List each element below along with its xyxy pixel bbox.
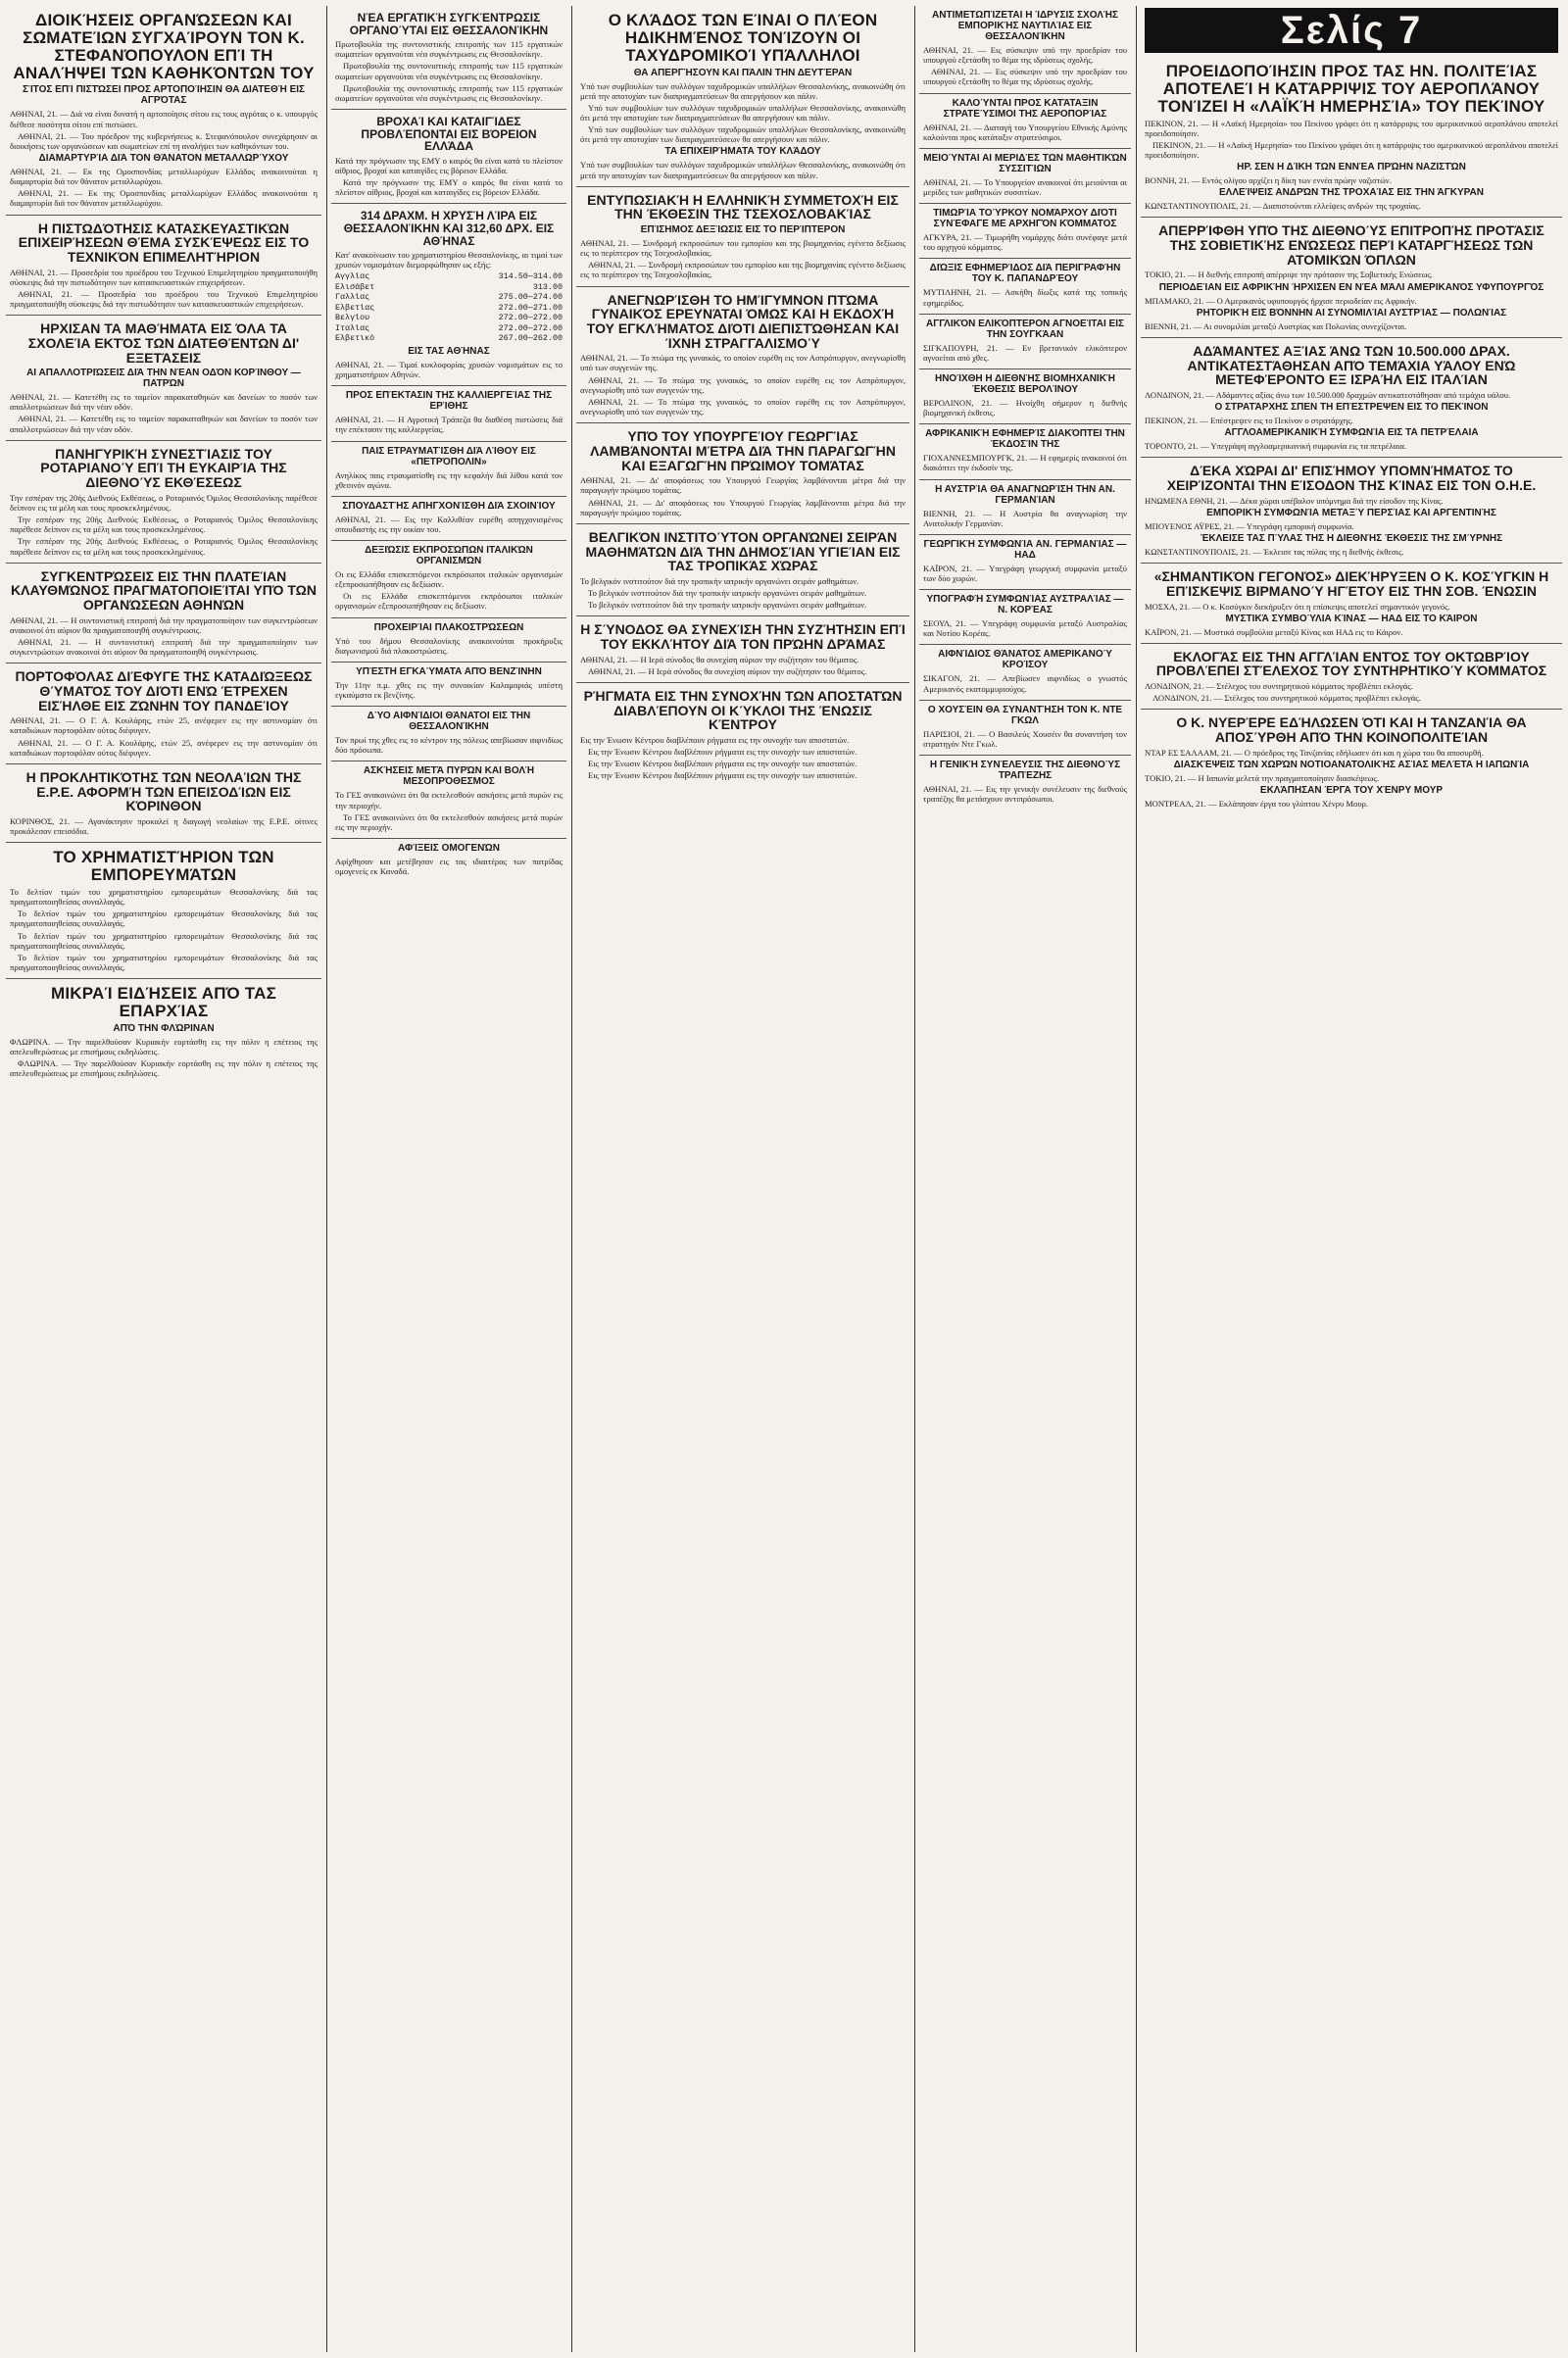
- headline: ΠΟΡΤΟΦΌΛΑΣ ΔΙΈΦΥΓΕ ΤΗΣ ΚΑΤΑΔΙΏΞΕΩΣ ΘΎΜΑΤΌΣ ΤΟΥ ΔΙΌΤΙ ΕΝΏ ΈΤΡΕΧΕΝ ΕΙΣΉΛΘΕ ΕΙΣ ΖΏΝΗΝ ΤΟΥ ΠΑΝΔΕΊΟΥ: [15, 668, 313, 713]
- subheadline: ΕΚΛΆΠΗΣΑΝ ΈΡΓΑ ΤΟΥ ΧΈΝΡΥ ΜΟΥΡ: [1259, 785, 1444, 797]
- article-body: Υπό των συμβουλίων των συλλόγων ταχυδρομικών υπαλλήλων Θεσσαλονίκης, ανακοινώθη ότι μετά την αποτυχίαν των διαπραγματεύσεων θα απεργήσουν και πάλιν.: [580, 160, 906, 180]
- subheadline: ΠΕΡΙΟΔΕΊΑΝ ΕΙΣ ΑΦΡΙΚΉΝ ΉΡΧΙΣΕΝ ΕΝ ΝΈΑ ΜΆΛΙ ΑΜΕΡΙΚΑΝΌΣ ΥΦΥΠΟΥΡΓΌΣ: [1158, 281, 1544, 293]
- article: [919, 204, 1131, 259]
- subheadline: ΔΙΑΣΚΈΨΕΙΣ ΤΩΝ ΧΩΡΏΝ ΝΟΤΙΟΑΝΑΤΟΛΙΚΉΣ ΑΣΊΑΣ ΜΕΛΈΤΑ Η ΙΑΠΩΝΊΑ: [1173, 759, 1530, 770]
- headline: Η ΠΙΣΤΩΔΌΤΗΣΙΣ ΚΑΤΑΣΚΕΥΑΣΤΙΚΏΝ ΕΠΙΧΕΙΡΉΣΕΩΝ ΘΈΜΑ ΣΥΣΚΈΨΕΩΣ ΕΙΣ ΤΟ ΤΕΧΝΙΚΌΝ ΕΠΙΜΕΛΗΤΉΡΙΟΝ: [18, 220, 310, 265]
- subheadline: Η ΑΥΣΤΡΊΑ ΘΑ ΑΝΑΓΝΩΡΊΣΗ ΤΗΝ ΑΝ. ΓΕΡΜΑΝΊΑΝ: [935, 483, 1115, 506]
- subheadline: Ο ΧΟΥΣΈΙΝ ΘΑ ΣΥΝΑΝΤΉΣΗ ΤΟΝ Κ. ΝΤΕ ΓΚΩΛ: [927, 704, 1123, 726]
- article-body: ΑΘΗΝΑΙ, 21. — Εις την Καλλιθέαν ευρέθη απηγχονισμένος σπουδαστής εις την οικίαν του.: [335, 514, 563, 534]
- article: [919, 756, 1131, 810]
- article: [1141, 564, 1562, 644]
- article-body: ΚΩΝΣΤΑΝΤΙΝΟΥΠΟΛΙΣ, 21. — Έκλεισε τας πύλας της η διεθνής έκθεσις.: [1145, 547, 1404, 557]
- article: [919, 535, 1131, 590]
- article: [331, 839, 566, 882]
- gold-price-row: [335, 292, 563, 303]
- headline: ΝΈΑ ΕΡΓΑΤΙΚΉ ΣΥΓΚΈΝΤΡΩΣΙΣ ΟΡΓΑΝΟΎΤΑΙ ΕΙΣ ΘΕΣΣΑΛΟΝΊΚΗΝ: [349, 11, 549, 37]
- article-body: ΑΘΗΝΑΙ, 21. — Το πτώμα της γυναικός, το οποίον ευρέθη εις τον Ασπρόπυργον, ανεγνωρίσθη υπό των συγγενών της.: [580, 374, 906, 395]
- article-body: ΑΘΗΝΑΙ, 21. — Εις την γενικήν συνέλευσιν της διεθνούς τραπέζης θα μετάσχουν αντιπρόσωποι.: [923, 783, 1127, 805]
- article: [919, 259, 1131, 314]
- page-number-banner: Σελίς 7: [1145, 8, 1558, 53]
- article: [919, 701, 1131, 756]
- headline: ΕΝΤΥΠΩΣΙΑΚΉ Η ΕΛΛΗΝΙΚΉ ΣΥΜΜΕΤΟΧΉ ΕΙΣ ΤΗΝ ΈΚΘΕΣΙΝ ΤΗΣ ΤΣΕΧΟΣΛΟΒΑΚΊΑΣ: [587, 191, 899, 222]
- article-body: ΑΘΗΝΑΙ, 21. — Το πτώμα της γυναικός, το οποίον ευρέθη εις τον Ασπρόπυργον, ανεγνωρίσθη υπό των συγγενών της.: [580, 353, 906, 373]
- article-body: ΒΙΕΝΝΗ, 21. — Αι συνομιλίαι μεταξύ Αυστρίας και Πολωνίας συνεχίζονται.: [1145, 320, 1407, 331]
- gold-price-value: 272.00—271.00: [498, 302, 563, 313]
- article-body: ΑΘΗΝΑΙ, 21. — Δι' αποφάσεως του Υπουργού Γεωργίας λαμβάνονται μέτρα διά την παραγωγήν πρώιμου τομάτας.: [580, 475, 906, 496]
- article: [6, 843, 321, 979]
- article-body: ΑΘΗΝΑΙ, 21. — Εκ της Ομοσπονδίας μεταλλωρύχων Ελλάδος ανακοινούται η διαμαρτυρία διά τον θάνατον μεταλλωρύχου.: [10, 188, 318, 209]
- article: [919, 315, 1131, 369]
- article: [919, 590, 1131, 645]
- headline: ΔΙΟΙΚΉΣΕΙΣ ΟΡΓΑΝΏΣΕΩΝ ΚΑΙ ΣΩΜΑΤΕΊΩΝ ΣΥΓΧΑΊΡΟΥΝ ΤΟΝ Κ. ΣΤΕΦΑΝΌΠΟΥΛΟΝ ΕΠΊ ΤΗ ΑΝΑΛΉΨΕΙ ΤΩΝ ΚΑΘΗΚΌΝΤΩΝ ΤΟΥ: [13, 11, 315, 82]
- article: [331, 707, 566, 761]
- article-body: ΜΟΝΤΡΕΑΛ, 21. — Εκλάπησαν έργα του γλύπτου Χένρυ Μουρ.: [1145, 799, 1369, 810]
- article-body: Πρωτοβουλία της συντονιστικής επιτροπής των 115 εργατικών σωματείων οργανούται νέα συγκέντρωσις εις Θεσσαλονίκην.: [335, 39, 563, 60]
- article: [331, 761, 566, 839]
- article: [576, 524, 909, 616]
- article-body: ΦΛΩΡΙΝΑ. — Την παρελθούσαν Κυριακήν εορτάσθη εις την πόλιν η επέτειος της απελευθερώσεως με επισήμους εκδηλώσεις.: [10, 1036, 318, 1056]
- article-body: ΒΕΡΟΛΙΝΟΝ, 21. — Ηνοίχθη σήμερον η διεθνής βιομηχανική έκθεσις.: [923, 397, 1127, 418]
- gold-price-label: Βελγίου: [335, 313, 370, 323]
- article-body: Πρωτοβουλία της συντονιστικής επιτροπής των 115 εργατικών σωματείων οργανούται νέα συγκέντρωσις εις Θεσσαλονίκην.: [335, 61, 563, 81]
- article: [1141, 710, 1562, 814]
- headline: ΗΡΧΙΣΑΝ ΤΑ ΜΑΘΉΜΑΤΑ ΕΙΣ ΌΛΑ ΤΑ ΣΧΟΛΕΊΑ ΕΚΤΌΣ ΤΩΝ ΔΙΑΤΕΘΈΝΤΩΝ ΔΙ' ΕΞΕΤΆΣΕΙΣ: [27, 320, 300, 366]
- subheadline: ΑΓΓΛΙΚΌΝ ΕΛΙΚΌΠΤΕΡΟΝ ΑΓΝΟΕΊΤΑΙ ΕΙΣ ΤΗΝ ΣΟΥΓΚΆΑΝ: [926, 318, 1124, 340]
- gold-price-value: 314.50—314.00: [498, 271, 563, 282]
- article-body: Την 11ην π.μ. χθες εις την συνοικίαν Καλαμαριάς υπέστη εγκαύματα εκ βενζίνης.: [335, 679, 563, 701]
- article-body: Εις την Ένωσιν Κέντρου διαβλέπουν ρήγματα εις την συνοχήν των αποστατών.: [588, 747, 858, 758]
- subheadline: ΑΦΊΞΕΙΣ ΟΜΟΓΕΝΏΝ: [398, 843, 500, 855]
- subheadline: ΑΝΤΙΜΕΤΩΠΊΖΕΤΑΙ Η ΊΔΡΥΣΙΣ ΣΧΟΛΉΣ ΕΜΠΟΡΙΚΉΣ ΝΑΥΤΙΛΊΑΣ ΕΙΣ ΘΕΣΣΑΛΟΝΊΚΗΝ: [932, 10, 1118, 42]
- article-body: ΑΘΗΝΑΙ, 21. — Εις σύσκεψιν υπό την προεδρίαν του υπουργού εξετάσθη το θέμα της ιδρύσεως σχολής.: [923, 45, 1127, 66]
- subheadline: ΠΑΙΣ ΕΤΡΑΥΜΑΤΊΣΘΗ ΔΙΆ ΛΊΘΟΥ ΕΙΣ «ΠΕΤΡΌΠΟΛΙΝ»: [362, 445, 536, 467]
- article: [331, 442, 566, 497]
- article-body: ΤΟΡΟΝΤΟ, 21. — Υπεγράφη αγγλοαμερικανική συμφωνία εις τα πετρέλαια.: [1145, 441, 1407, 452]
- subheadline: ΘΑ ΑΠΕΡΓΉΣΟΥΝ ΚΑΙ ΠΆΛΙΝ ΤΗΝ ΔΕΥΤΈΡΑΝ: [633, 67, 853, 78]
- subheadline: ΈΚΛΕΙΣΕ ΤΑΣ ΠΎΛΑΣ ΤΗΣ Η ΔΙΕΘΝΉΣ ΈΚΘΕΣΙΣ ΤΗΣ ΣΜΎΡΝΗΣ: [1200, 533, 1503, 544]
- article-body: Την εσπέραν της 20ής Διεθνούς Εκθέσεως, ο Ροταριανός Όμιλος Θεσσαλονίκης παρέθεσε δείπνον εις τα μέλη και τους προσκεκλημένους.: [10, 492, 318, 513]
- article: [6, 564, 321, 664]
- article-body: Το βελγικόν ινστιτούτον διά την τροπικήν ιατρικήν οργανώνει σειράν μαθημάτων.: [588, 600, 867, 611]
- article-body: ΜΥΤΙΛΗΝΗ, 21. — Ασκήθη δίωξις κατά της τοπικής εφημερίδος.: [923, 287, 1127, 308]
- article-body: Εις την Ένωσιν Κέντρου διαβλέπουν ρήγματα εις την συνοχήν των αποστατών.: [588, 770, 858, 781]
- headline: ΥΠΌ ΤΟΥ ΥΠΟΥΡΓΕΊΟΥ ΓΕΩΡΓΊΑΣ ΛΑΜΒΆΝΟΝΤΑΙ ΜΈΤΡΑ ΔΙΆ ΤΗΝ ΠΑΡΑΓΩΓΉΝ ΚΑΙ ΕΞΑΓΩΓΉΝ ΠΡΏΙΜΟΥ ΤΟΜΆΤΑΣ: [590, 428, 896, 473]
- article-body: ΑΘΗΝΑΙ, 21. — Κατετέθη εις το ταμείον παρακαταθηκών και δανείων το ποσόν των απαλλοτριώσεων διά την νέαν οδόν.: [10, 392, 318, 413]
- article: [1141, 218, 1562, 337]
- article-body: ΑΘΗΝΑΙ, 21. — Του πρόεδρον της κυβερνήσεως κ. Στεφανόπουλον συνεχάρησαν αι διοικήσεις των οργανώσεων και σωματείων επί τη αναλήψει των καθηκόντων του.: [10, 130, 318, 151]
- article: [576, 423, 909, 524]
- article: [1141, 644, 1562, 711]
- article-body: ΜΟΣΧΑ, 21. — Ο κ. Κοσύγκιν διεκήρυξεν ότι η επίσκεψις αποτελεί σημαντικόν γεγονός.: [1145, 601, 1450, 612]
- article-body: ΑΘΗΝΑΙ, 21. — Η Ιερά σύνοδος θα συνεχίση αύριον την συζήτησιν του θέματος.: [580, 654, 859, 664]
- newspaper-page: [6, 6, 1562, 2352]
- headline: ΕΚΛΟΓΆΣ ΕΙΣ ΤΗΝ ΑΓΓΛΊΑΝ ΕΝΤΌΣ ΤΟΥ ΟΚΤΩΒΡΊΟΥ ΠΡΟΒΛΈΠΕΙ ΣΤΈΛΕΧΟΣ ΤΟΥ ΣΥΝΤΗΡΗΤΙΚΟΎ ΚΌΜΜΑΤΟΣ: [1155, 648, 1547, 679]
- headline: ΑΝΕΓΝΩΡΊΣΘΗ ΤΟ ΗΜΊΓΥΜΝΟΝ ΠΤΏΜΑ ΓΥΝΑΙΚΌΣ ΕΡΕΥΝΆΤΑΙ ΌΜΩΣ ΚΑΙ Η ΕΚΔΟΧΉ ΤΟΥ ΕΓΚΛΉΜΑΤΟΣ ΔΙΌΤΙ ΔΙΕΠΙΣΤΏΘΗΣΑΝ ΚΑΙ ΊΧΝΗ ΣΤΡΑΓΓΑΛΙΣΜΟΎ: [586, 291, 900, 351]
- article-body: ΜΠΑΜΑΚΟ, 21. — Ο Αμερικανός υφυπουργός ήρχισε περιοδείαν εις Αφρικήν.: [1145, 295, 1417, 306]
- subheadline: ΑΣΚΉΣΕΙΣ ΜΕΤΆ ΠΥΡΏΝ ΚΑΙ ΒΟΛΉ ΜΕΣΟΠΡΌΘΕΣΜΟΣ: [363, 765, 535, 788]
- headline: Ο Κ. ΝΥΕΡΈΡΕ ΕΔΉΛΩΣΕΝ ΌΤΙ ΚΑΙ Η ΤΑΝΖΑΝΊΑ ΘΑ ΑΠΟΣΎΡΘΗ ΑΠΌ ΤΗΝ ΚΟΙΝΟΠΟΛΙΤΕΊΑΝ: [1176, 714, 1527, 746]
- article: [331, 663, 566, 707]
- gold-price-label: Αγγλίας: [335, 271, 370, 282]
- article: [331, 541, 566, 618]
- article-body: Κατά την πρόγνωσιν της ΕΜΥ ο καιρός θα είναι κατά το πλείστον αίθριος, βροχαί και καταιγίδες εις βόρειον Ελλάδα.: [335, 155, 563, 175]
- headline: ΜΙΚΡΑΊ ΕΙΔΉΣΕΙΣ ΑΠΌ ΤΑΣ ΕΠΑΡΧΊΑΣ: [50, 984, 277, 1020]
- article: [6, 316, 321, 441]
- subheadline: ΕΜΠΟΡΙΚΉ ΣΥΜΦΩΝΊΑ ΜΕΤΑΞΎ ΠΕΡΣΊΑΣ ΚΑΙ ΑΡΓΕΝΤΙΝΉΣ: [1206, 507, 1496, 518]
- article: [919, 424, 1131, 479]
- subheadline: ΣΊΤΟΣ ΕΠΊ ΠΙΣΤΏΣΕΙ ΠΡΟΣ ΑΡΤΟΠΟΊΗΣΙΝ ΘΑ ΔΙΑΤΕΘΉ ΕΙΣ ΑΓΡΌΤΑΣ: [22, 84, 306, 107]
- article: [919, 369, 1131, 424]
- headline: ΑΔΆΜΑΝΤΕΣ ΑΞΊΑΣ ΆΝΩ ΤΩΝ 10.500.000 ΔΡΑΧ. ΑΝΤΙΚΑΤΕΣΤΆΘΗΣΑΝ ΑΠΌ ΤΕΜΆΧΙΑ ΥΆΛΟΥ ΕΝΏ ΜΕΤΕΦΈΡΟΝΤΟ ΕΞ ΙΣΡΑΉΛ ΕΙΣ ΙΤΑΛΊΑΝ: [1187, 342, 1516, 388]
- article-body: ΣΕΟΥΛ, 21. — Υπεγράφη συμφωνία μεταξύ Αυστραλίας και Νοτίου Κορέας.: [923, 618, 1127, 639]
- gold-price-value: 313.00: [532, 281, 563, 292]
- article-body: Εις την Ένωσιν Κέντρου διαβλέπουν ρήγματα εις την συνοχήν των αποστατών.: [588, 759, 858, 769]
- article: [1141, 458, 1562, 564]
- subheadline: Η ΓΕΝΙΚΉ ΣΥΝΈΛΕΥΣΙΣ ΤΗΣ ΔΙΕΘΝΟΎΣ ΤΡΑΠΈΖΗΣ: [929, 759, 1121, 781]
- subheadline: ΑΠΌ ΤΗΝ ΦΛΏΡΙΝΑΝ: [113, 1022, 215, 1034]
- column-1: [6, 6, 321, 2352]
- article: [919, 149, 1131, 204]
- headline: ΣΥΓΚΕΝΤΡΏΣΕΙΣ ΕΙΣ ΤΗΝ ΠΛΑΤΕΊΑΝ ΚΛΑΥΘΜΏΝΟΣ ΠΡΑΓΜΑΤΟΠΟΙΕΊΤΑΙ ΥΠΌ ΤΩΝ ΟΡΓΑΝΏΣΕΩΝ ΑΘΗΝΏΝ: [11, 567, 317, 614]
- subheadline: ΔΎΟ ΑΙΦΝΊΔΙΟΙ ΘΆΝΑΤΟΙ ΕΙΣ ΤΗΝ ΘΕΣΣΑΛΟΝΊΚΗΝ: [367, 711, 531, 733]
- headline: ΒΡΟΧΑΊ ΚΑΙ ΚΑΤΑΙΓΊΔΕΣ ΠΡΟΒΛΈΠΟΝΤΑΙ ΕΙΣ ΒΌΡΕΙΟΝ ΕΛΛΆΔΑ: [361, 115, 537, 154]
- gold-price-label: Ιταλίας: [335, 322, 370, 333]
- article-body: ΑΘΗΝΑΙ, 21. — Η συντονιστική επιτροπή διά την πραγματοποίησιν των συγκεντρώσεων ανακοινοί ότι αύριον θα πραγματοποιηθή συγκέντρωσις.: [10, 614, 318, 635]
- gold-price-value: 275.00—274.00: [498, 292, 563, 303]
- article-body: ΑΘΗΝΑΙ, 21. — Συνδρομή εκπροσώπων του εμπορίου και της βιομηχανίας εγένετο δεξίωσις εις το περίπτερον της Τσεχοσλοβακίας.: [580, 260, 906, 280]
- column-rule: [1136, 6, 1137, 2352]
- article-body: ΤΟΚΙΟ, 21. — Η Ιαπωνία μελετά την πραγματοποίησιν διασκέψεως.: [1145, 772, 1379, 783]
- headline: Η ΠΡΟΚΛΗΤΙΚΌΤΗΣ ΤΩΝ ΝΕΟΛΑΊΩΝ ΤΗΣ Ε.Ρ.Ε. ΑΦΟΡΜΉ ΤΩΝ ΕΠΕΙΣΟΔΊΩΝ ΕΙΣ ΚΌΡΙΝΘΟΝ: [25, 768, 302, 814]
- article: [331, 386, 566, 441]
- gold-price-value: 272.00—272.00: [498, 322, 563, 333]
- article-body: ΛΟΝΔΙΝΟΝ, 21. — Αδάμαντες αξίας άνω των 10.500.000 δραχμών αντικατεστάθησαν από τεμάχια υάλου.: [1145, 389, 1511, 400]
- headline: ΠΑΝΗΓΥΡΙΚΉ ΣΥΝΕΣΤΊΑΣΙΣ ΤΟΥ ΡΟΤΑΡΙΑΝΟΎ ΕΠΊ ΤΗ ΕΥΚΑΙΡΊΑ ΤΗΣ ΔΙΕΘΝΟΎΣ ΕΚΘΈΣΕΩΣ: [40, 445, 287, 491]
- article-body: ΣΙΓΚΑΠΟΥΡΗ, 21. — Εν βρετανικόν ελικόπτερον αγνοείται από χθες.: [923, 342, 1127, 363]
- article: [1141, 57, 1562, 218]
- article-body: Το δελτίον τιμών του χρηματιστηρίου εμπορευμάτων Θεσσαλονίκης διά τας πραγματοποιηθείσας συναλλαγάς.: [10, 952, 318, 972]
- article-body: Εις την Ένωσιν Κέντρου διαβλέπουν ρήγματα εις την συνοχήν των αποστατών.: [580, 735, 850, 746]
- article-body: ΠΕΚΙΝΟΝ, 21. — Επέστρεψεν εις το Πεκίνον ο στρατάρχης.: [1145, 416, 1353, 426]
- article-body: ΑΘΗΝΑΙ, 21. — Ο Γ. Α. Κουλάρης, ετών 25, ανέφερεν εις την αστυνομίαν ότι καταδιώκων πορτοφόλαν ούτος διέφυγεν.: [10, 715, 318, 736]
- subheadline: ΥΠΟΓΡΑΦΉ ΣΥΜΦΩΝΊΑΣ ΑΥΣΤΡΑΛΊΑΣ — Ν. ΚΟΡΈΑΣ: [926, 594, 1124, 616]
- gold-price-value: 267.00—262.00: [498, 333, 563, 344]
- subheadline: ΕΙΣ ΤΑΣ ΑΘΉΝΑΣ: [408, 345, 490, 357]
- subheadline: ΤΑ ΕΠΙΧΕΙΡΉΜΑΤΑ ΤΟΥ ΚΛΆΔΟΥ: [664, 146, 821, 158]
- headline: ΡΉΓΜΑΤΑ ΕΙΣ ΤΗΝ ΣΥΝΟΧΉΝ ΤΩΝ ΑΠΟΣΤΑΤΏΝ ΔΙΑΒΛΈΠΟΥΝ ΟΙ ΚΎΚΛΟΙ ΤΗΣ ΈΝΩΣΙΣ ΚΈΝΤΡΟΥ: [583, 687, 903, 733]
- article: [331, 110, 566, 204]
- subheadline: ΑΙΦΝΊΔΙΟΣ ΘΆΝΑΤΟΣ ΑΜΕΡΙΚΑΝΟΎ ΚΡΟΊΣΟΥ: [938, 649, 1112, 671]
- article-body: ΚΑΪΡΟΝ, 21. — Μυστικά συμβούλια μεταξύ Κίνας και ΗΑΔ εις το Κάιρον.: [1145, 626, 1403, 637]
- article-body: ΑΘΗΝΑΙ, 21. — Διαταγή του Υπουργείου Εθνικής Αμύνης καλούνται προς κατάταξιν στρατεύσιμοι.: [923, 122, 1127, 142]
- column-rule: [914, 6, 915, 2352]
- gold-price-table: [335, 271, 563, 344]
- gold-price-row: [335, 282, 563, 293]
- column-rule: [571, 6, 572, 2352]
- subheadline: ΠΡΟΧΕΙΡΊΑΙ ΠΛΑΚΟΣΤΡΏΣΕΩΝ: [373, 621, 524, 633]
- article: [6, 441, 321, 564]
- subheadline: Ο ΣΤΡΑΤΆΡΧΗΣ ΣΠΕΝ ΤΗ ΕΠΈΣΤΡΕΨΕΝ ΕΙΣ ΤΟ ΠΕΚΊΝΟΝ: [1214, 402, 1489, 414]
- subheadline: ΔΙΑΜΑΡΤΥΡΊΑ ΔΙΆ ΤΟΝ ΘΆΝΑΤΟΝ ΜΕΤΑΛΛΩΡΎΧΟΥ: [38, 152, 289, 164]
- article-body: ΒΙΕΝΝΗ, 21. — Η Αυστρία θα αναγνωρίση την Ανατολικήν Γερμανίαν.: [923, 508, 1127, 528]
- article-body: ΚΟΡΙΝΘΟΣ, 21. — Αγανάκτησιν προκαλεί η διαγωγή νεολαίων της Ε.Ρ.Ε. οίτινες προκάλεσαν επεισόδια.: [10, 815, 318, 837]
- gold-price-row: [335, 271, 563, 282]
- subheadline: ΗΡ. ΣΕΝ Η ΔΊΚΗ ΤΩΝ ΕΝΝΈΑ ΠΡΏΗΝ ΝΑΖΙΣΤΏΝ: [1237, 162, 1466, 173]
- article-body: Το βελγικόν ινστιτούτον διά την τροπικήν ιατρικήν οργανώνει σειράν μαθημάτων.: [580, 575, 859, 586]
- article-body: ΛΟΝΔΙΝΟΝ, 21. — Στέλεχος του συντηρητικού κόμματος προβλέπει εκλογάς.: [1152, 693, 1421, 704]
- article-body: Υπό των συμβουλίων των συλλόγων ταχυδρομικών υπαλλήλων Θεσσαλονίκης, ανακοινώθη ότι μετά την αποτυχίαν των διαπραγματεύσεων θα απεργήσουν και πάλιν.: [580, 80, 906, 101]
- headline: Ο ΚΛΆΔΟΣ ΤΩΝ ΕΊΝΑΙ Ο ΠΛΈΟΝ ΗΔΙΚΗΜΈΝΟΣ ΤΟΝΊΖΟΥΝ ΟΙ ΤΑΧΥΔΡΟΜΙΚΟΊ ΥΠΆΛΛΗΛΟΙ: [608, 11, 878, 65]
- subheadline: ΣΠΟΥΔΑΣΤΉΣ ΑΠΗΓΧΟΝΊΣΘΗ ΔΙΆ ΣΧΟΙΝΊΟΥ: [342, 500, 556, 512]
- column-3: [576, 6, 909, 2352]
- article-body: Οι εις Ελλάδα επισκεπτόμενοι εκπρόσωποι ιταλικών οργανισμών εξεπροσωπήθησαν εις δεξίωσιν.: [335, 569, 563, 590]
- column-2: [331, 6, 566, 2352]
- gold-price-row: [335, 313, 563, 323]
- article-body: ΑΘΗΝΑΙ, 21. — Εκ της Ομοσπονδίας μεταλλωρύχων Ελλάδος ανακοινούται η διαμαρτυρία διά τον θάνατον μεταλλωρύχου.: [10, 166, 318, 187]
- article: [919, 645, 1131, 700]
- article-body: ΓΙΟΧΑΝΝΕΣΜΠΟΥΡΓΚ, 21. — Η εφημερίς ανακοινοί ότι διακόπτει την έκδοσίν της.: [923, 453, 1127, 473]
- article: [576, 6, 909, 187]
- article-body: ΑΘΗΝΑΙ, 21. — Η Ιερά σύνοδος θα συνεχίση αύριον την συζήτησιν του θέματος.: [588, 665, 867, 676]
- subheadline: ΜΥΣΤΙΚΆ ΣΥΜΒΟΎΛΙΑ ΚΊΝΑΣ — ΗΑΔ ΕΙΣ ΤΟ ΚΆΙΡΟΝ: [1225, 613, 1478, 624]
- article-body: Το βελγικόν ινστιτούτον διά την τροπικήν ιατρικήν οργανώνει σειράν μαθημάτων.: [588, 588, 867, 599]
- article: [576, 683, 909, 787]
- article: [1141, 338, 1562, 458]
- article-body: ΠΑΡΙΣΙΟΙ, 21. — Ο Βασιλεύς Χουσέιν θα συναντήση τον στρατηγόν Ντε Γκωλ.: [923, 728, 1127, 749]
- subheadline: ΠΡΟΣ ΕΠΈΚΤΑΣΙΝ ΤΗΣ ΚΑΛΛΙΕΡΓΕΊΑΣ ΤΗΣ ΕΡΊΘΗΣ: [345, 390, 553, 413]
- article-body: Την εσπέραν της 20ής Διεθνούς Εκθέσεως, ο Ροταριανός Όμιλος Θεσσαλονίκης παρέθεσε δείπνον εις τα μέλη και τους προσκεκλημένους.: [10, 515, 318, 535]
- article-body: ΤΟΚΙΟ, 21. — Η διεθνής επιτροπή απέρριψε την πρότασιν της Σοβιετικής Ενώσεως.: [1145, 270, 1433, 280]
- article: [331, 618, 566, 663]
- article-body: Το ΓΕΣ ανακοινώνει ότι θα εκτελεσθούν ασκήσεις μετά πυρών εις την περιοχήν.: [335, 790, 563, 811]
- article-body: Αφίχθησαν και μετέβησαν εις τας ιδιαιτέρας των πατρίδας ομογενείς εκ Καναδά.: [335, 857, 563, 877]
- subheadline: ΤΙΜΩΡΊΑ ΤΟΎΡΚΟΥ ΝΟΜΆΡΧΟΥ ΔΙΌΤΙ ΣΥΝΈΦΑΓΕ ΜΕ ΑΡΧΗΓΌΝ ΚΌΜΜΑΤΟΣ: [933, 208, 1117, 230]
- article-body: Οι εις Ελλάδα επισκεπτόμενοι εκπρόσωποι ιταλικών οργανισμών εξεπροσωπήθησαν εις δεξίωσιν.: [335, 591, 563, 612]
- column-rule: [326, 6, 327, 2352]
- article-body: ΑΘΗΝΑΙ, 21. — Εις σύσκεψιν υπό την προεδρίαν του υπουργού εξετάσθη το θέμα της ιδρύσεως σχολής.: [923, 67, 1127, 87]
- article: [6, 6, 321, 216]
- article-body: ΠΕΚΙΝΟΝ, 21. — Η «Λαϊκή Ημερησία» του Πεκίνου γράφει ότι η κατάρριψις του αμερικανικού αεροπλάνου αποτελεί προειδοποίησιν.: [1145, 139, 1558, 160]
- article: [331, 6, 566, 110]
- article-body: ΑΘΗΝΑΙ, 21. — Διά να είναι δυνατή η αρτοποίησις σίτου εις τους αγρότας ο κ. υπουργός διέθεσε ποσότητα σίτου επί πιστώσει.: [10, 109, 318, 129]
- article-body: ΑΘΗΝΑΙ, 21. — Προσεδρία του προέδρου του Τεχνικού Επιμελητηρίου πραγματοποιήθη σύσκεψις διά την πιστωδότησιν των κατασκευαστικών επιχειρήσεων.: [10, 288, 318, 309]
- gold-price-row: [335, 333, 563, 344]
- article-body: ΜΠΟΥΕΝΟΣ ΑΫΡΕΣ, 21. — Υπεγράφη εμπορική συμφωνία.: [1145, 520, 1354, 531]
- article-body: ΑΘΗΝΑΙ, 21. — Τιμαί κυκλοφορίας χρυσών νομισμάτων εις το χρηματιστήριον Αθηνών.: [335, 359, 563, 380]
- article-body: ΑΘΗΝΑΙ, 21. — Ο Γ. Α. Κουλάρης, ετών 25, ανέφερεν εις την αστυνομίαν ότι καταδιώκων πορτοφόλαν ούτος διέφυγεν.: [10, 737, 318, 758]
- gold-price-row: [335, 323, 563, 334]
- article: [6, 979, 321, 1084]
- article: [331, 497, 566, 541]
- article-body: Το δελτίον τιμών του χρηματιστηρίου εμπορευμάτων Θεσσαλονίκης διά τας πραγματοποιηθείσας συναλλαγάς.: [10, 886, 318, 908]
- article-body: ΚΑΪΡΟΝ, 21. — Υπεγράφη γεωργική συμφωνία μεταξύ των δύο χωρών.: [923, 563, 1127, 583]
- article-body: ΑΓΚΥΡΑ, 21. — Τιμωρήθη νομάρχης διότι συνέφαγε μετά του αρχηγού κόμματος.: [923, 232, 1127, 253]
- headline: ΠΡΟΕΙΔΟΠΟΊΗΣΙΝ ΠΡΟΣ ΤΑΣ ΗΝ. ΠΟΛΙΤΕΊΑΣ ΑΠΟΤΕΛΕΊ Η ΚΑΤΆΡΡΙΨΙΣ ΤΟΥ ΑΕΡΟΠΛΆΝΟΥ ΤΟΝΊΖΕΙ Η «ΛΑΪΚΉ ΗΜΕΡΗΣΊΑ» ΤΟΥ ΠΕΚΊΝΟΥ: [1157, 62, 1545, 116]
- article-body: Κατά την πρόγνωσιν της ΕΜΥ ο καιρός θα είναι κατά το πλείστον αίθριος, βροχαί και καταιγίδες εις βόρειον Ελλάδα.: [335, 177, 563, 198]
- article-body: ΗΝΩΜΕΝΑ ΕΘΝΗ, 21. — Δέκα χώραι υπέβαλον υπόμνημα διά την είσοδον της Κίνας.: [1145, 495, 1444, 506]
- article-body: Πρωτοβουλία της συντονιστικής επιτροπής των 115 εργατικών σωματείων οργανούται νέα συγκέντρωσις εις Θεσσαλονίκην.: [335, 82, 563, 103]
- article-body: Ανηλίκος παις ετραυματίσθη εις την κεφαλήν διά λίθου κατά τον χθεσινόν αγώνα.: [335, 469, 563, 490]
- subheadline: ΕΠΊΣΗΜΟΣ ΔΕΞΊΩΣΙΣ ΕΙΣ ΤΟ ΠΕΡΊΠΤΕΡΟΝ: [640, 224, 846, 236]
- article-body: Το ΓΕΣ ανακοινώνει ότι θα εκτελεσθούν ασκήσεις μετά πυρών εις την περιοχήν.: [335, 811, 563, 832]
- article-body: ΛΟΝΔΙΝΟΝ, 21. — Στέλεχος του συντηρητικού κόμματος προβλέπει εκλογάς.: [1145, 681, 1413, 692]
- gold-price-row: [335, 303, 563, 314]
- article-body: Τον πρωί της χθες εις το κέντρον της πόλεως απεβίωσαν αιφνιδίως δύο πρόσωπα.: [335, 735, 563, 756]
- article: [331, 204, 566, 386]
- headline: ΑΠΕΡΡΊΦΘΗ ΥΠΌ ΤΗΣ ΔΙΕΘΝΟΎΣ ΕΠΙΤΡΟΠΉΣ ΠΡΟΤΆΣΙΣ ΤΗΣ ΣΟΒΙΕΤΙΚΉΣ ΕΝΏΣΕΩΣ ΠΕΡΊ ΚΑΤΑΡΓΉΣΕΩΣ ΤΩΝ ΑΤΟΜΙΚΏΝ ΌΠΛΩΝ: [1158, 222, 1544, 268]
- article-body: ΚΩΝΣΤΑΝΤΙΝΟΥΠΟΛΙΣ, 21. — Διαπιστούνται ελλείψεις ανδρών της τροχαίας.: [1145, 201, 1421, 212]
- subheadline: ΕΛΛΕΊΨΕΙΣ ΑΝΔΡΏΝ ΤΗΣ ΤΡΟΧΑΊΑΣ ΕΙΣ ΤΗΝ ΆΓΚΥΡΑΝ: [1218, 187, 1485, 199]
- article-body: Το δελτίον τιμών του χρηματιστηρίου εμπορευμάτων Θεσσαλονίκης διά τας πραγματοποιηθείσας συναλλαγάς.: [10, 930, 318, 951]
- subheadline: ΥΠΈΣΤΗ ΕΓΚΑΎΜΑΤΑ ΑΠΌ ΒΕΝΖΊΝΗΝ: [356, 665, 542, 677]
- article: [919, 94, 1131, 149]
- article: [576, 287, 909, 424]
- article-body: ΦΛΩΡΙΝΑ. — Την παρελθούσαν Κυριακήν εορτάσθη εις την πόλιν η επέτειος της απελευθερώσεως με επισήμους εκδηλώσεις.: [10, 1058, 318, 1079]
- article: [576, 616, 909, 683]
- article-body: Το δελτίον τιμών του χρηματιστηρίου εμπορευμάτων Θεσσαλονίκης διά τας πραγματοποιηθείσας συναλλαγάς.: [10, 909, 318, 929]
- article-body: ΑΘΗΝΑΙ, 21. — Η συντονιστική επιτροπή διά την πραγματοποίησιν των συγκεντρώσεων ανακοινοί ότι αύριον θα πραγματοποιηθή συγκέντρωσις.: [10, 637, 318, 658]
- article-body: ΑΘΗΝΑΙ, 21. — Η Αγροτική Τράπεζα θα διαθέση πιστώσεις διά την επέκτασιν της καλλιεργείας.: [335, 415, 563, 435]
- gold-price-label: Ελισάβετ: [335, 281, 375, 292]
- subheadline: ΑΙ ΑΠΑΛΛΟΤΡΙΏΣΕΙΣ ΔΙΆ ΤΗΝ ΝΈΑΝ ΟΔΌΝ ΚΟΡΊΝΘΟΥ — ΠΑΤΡΏΝ: [26, 368, 301, 390]
- column-4: [919, 6, 1131, 2352]
- article-body: Κατ' ανακοίνωσιν του χρηματιστηρίου Θεσσαλονίκης, αι τιμαί των χρυσών νομισμάτων διεμορφώθησαν ως εξής:: [335, 250, 563, 270]
- article-body: ΣΙΚΑΓΟΝ, 21. — Απεβίωσεν αιφνιδίως ο γνωστός Αμερικανός εκατομμυριούχος.: [923, 673, 1127, 694]
- headline: ΒΕΛΓΙΚΌΝ ΙΝΣΤΙΤΟΎΤΟΝ ΟΡΓΑΝΏΝΕΙ ΣΕΙΡΆΝ ΜΑΘΗΜΆΤΩΝ ΔΙΆ ΤΗΝ ΔΗΜΟΣΊΑΝ ΥΓΙΕΊΑΝ ΕΙΣ ΤΑΣ ΤΡΟΠΙΚΆΣ ΧΏΡΑΣ: [585, 528, 901, 574]
- subheadline: ΡΗΤΟΡΙΚΉ ΕΙΣ ΒΌΝΝΗΝ ΑΙ ΣΥΝΟΜΙΛΊΑΙ ΑΥΣΤΡΊΑΣ — ΠΟΛΩΝΊΑΣ: [1196, 307, 1507, 319]
- headline: «ΣΗΜΑΝΤΙΚΌΝ ΓΕΓΟΝΌΣ» ΔΙΕΚΉΡΥΞΕΝ Ο Κ. ΚΟΣΎΓΚΙΝ Η ΕΠΊΣΚΕΨΙΣ ΒΙΡΜΑΝΟΎ ΗΓΈΤΟΥ ΕΙΣ ΤΗΝ ΣΟΒ. ΈΝΩΣΙΝ: [1153, 568, 1549, 599]
- subheadline: ΔΙΏΞΙΣ ΕΦΗΜΕΡΊΔΟΣ ΔΙΆ ΠΕΡΙΓΡΑΦΉΝ ΤΟΥ Κ. ΠΑΠΑΝΔΡΈΟΥ: [929, 263, 1121, 285]
- article: [6, 764, 321, 843]
- subheadline: ΑΓΓΛΟΑΜΕΡΙΚΑΝΙΚΉ ΣΥΜΦΩΝΊΑ ΕΙΣ ΤΑ ΠΕΤΡΈΛΑΙΑ: [1224, 427, 1479, 439]
- gold-price-label: Ελβετίας: [335, 302, 375, 313]
- article-body: ΑΘΗΝΑΙ, 21. — Κατετέθη εις το ταμείον παρακαταθηκών και δανείων το ποσόν των απαλλοτριώσεων διά την νέαν οδόν.: [10, 414, 318, 434]
- article: [576, 187, 909, 287]
- gold-price-label: Γαλλίας: [335, 292, 370, 303]
- gold-price-value: 272.00—272.00: [498, 313, 563, 323]
- subheadline: ΓΕΩΡΓΙΚΉ ΣΥΜΦΩΝΊΑ ΑΝ. ΓΕΡΜΑΝΊΑΣ — ΗΑΔ: [923, 538, 1127, 561]
- subheadline: ΗΝΟΊΧΘΗ Η ΔΙΕΘΝΉΣ ΒΙΟΜΗΧΑΝΙΚΉ ΈΚΘΕΣΙΣ ΒΕΡΟΛΊΝΟΥ: [934, 372, 1115, 395]
- article: [919, 480, 1131, 535]
- gold-price-label: Ελβετικό: [335, 333, 375, 344]
- article-body: ΑΘΗΝΑΙ, 21. — Το πτώμα της γυναικός, το οποίον ευρέθη εις τον Ασπρόπυργον, ανεγνωρίσθη υπό των συγγενών της.: [580, 396, 906, 418]
- article-body: ΑΘΗΝΑΙ, 21. — Προσεδρία του προέδρου του Τεχνικού Επιμελητηρίου πραγματοποιήθη σύσκεψις διά την πιστωδότησιν των κατασκευαστικών επιχειρήσεων.: [10, 267, 318, 287]
- headline: Η ΣΎΝΟΔΟΣ ΘΑ ΣΥΝΕΧΊΣΗ ΤΗΝ ΣΥΖΉΤΗΣΙΝ ΕΠΊ ΤΟΥ ΕΚΚΛΉΤΟΥ ΔΙΆ ΤΟΝ ΠΡΏΗΝ ΔΡΆΜΑΣ: [580, 621, 906, 652]
- headline: ΤΟ ΧΡΗΜΑΤΙΣΤΉΡΙΟΝ ΤΩΝ ΕΜΠΟΡΕΥΜΆΤΩΝ: [53, 848, 274, 885]
- article-body: Την εσπέραν της 20ής Διεθνούς Εκθέσεως, ο Ροταριανός Όμιλος Θεσσαλονίκης παρέθεσε δείπνον εις τα μέλη και τους προσκεκλημένους.: [10, 536, 318, 557]
- column-5: [1141, 6, 1562, 2352]
- article-body: ΠΕΚΙΝΟΝ, 21. — Η «Λαϊκή Ημερησία» του Πεκίνου γράφει ότι η κατάρριψις του αμερικανικού αεροπλάνου αποτελεί προειδοποίησιν.: [1145, 118, 1558, 138]
- headline: ΔΈΚΑ ΧΏΡΑΙ ΔΙ' ΕΠΙΣΉΜΟΥ ΥΠΟΜΝΉΜΑΤΟΣ ΤΟ ΧΕΙΡΊΖΟΝΤΑΙ ΤΗΝ ΕΊΣΟΔΟΝ ΤΗΣ ΚΊΝΑΣ ΕΙΣ ΤΟΝ Ο.Η.Ε.: [1166, 463, 1537, 494]
- article: [6, 663, 321, 764]
- headline: 314 ΔΡΑΧΜ. Η ΧΡΥΣΉ ΛΊΡΑ ΕΙΣ ΘΕΣΣΑΛΟΝΊΚΗΝ ΚΑΙ 312,60 ΔΡΧ. ΕΙΣ ΑΘΉΝΑΣ: [343, 209, 555, 248]
- article-body: Υπό των συμβουλίων των συλλόγων ταχυδρομικών υπαλλήλων Θεσσαλονίκης, ανακοινώθη ότι μετά την αποτυχίαν των διαπραγματεύσεων θα απεργήσουν και πάλιν.: [580, 102, 906, 123]
- subheadline: ΑΦΡΙΚΑΝΙΚΉ ΕΦΗΜΕΡΊΣ ΔΙΑΚΌΠΤΕΙ ΤΗΝ ΈΚΔΟΣΊΝ ΤΗΣ: [925, 428, 1125, 451]
- article-body: ΒΟΝΝΗ, 21. — Εντός ολίγου αρχίζει η δίκη των εννέα πρώην ναζιστών.: [1145, 175, 1392, 186]
- subheadline: ΚΑΛΟΎΝΤΑΙ ΠΡΟΣ ΚΑΤΆΤΑΞΙΝ ΣΤΡΑΤΕΎΣΙΜΟΙ ΤΗΣ ΑΕΡΟΠΟΡΊΑΣ: [943, 97, 1107, 120]
- article: [6, 216, 321, 317]
- article-body: Υπό των συμβουλίων των συλλόγων ταχυδρομικών υπαλλήλων Θεσσαλονίκης, ανακοινώθη ότι μετά την αποτυχίαν των διαπραγματεύσεων θα απεργήσουν και πάλιν.: [580, 124, 906, 145]
- subheadline: ΜΕΙΟΎΝΤΑΙ ΑΙ ΜΕΡΙΔΈΣ ΤΩΝ ΜΑΘΗΤΙΚΏΝ ΣΥΣΣΙΤΊΩΝ: [923, 152, 1127, 174]
- article-body: ΑΘΗΝΑΙ, 21. — Συνδρομή εκπροσώπων του εμπορίου και της βιομηχανίας εγένετο δεξίωσις εις το περίπτερον της Τσεχοσλοβακίας.: [580, 238, 906, 259]
- article-body: ΑΘΗΝΑΙ, 21. — Το Υπουργείον ανακοινοί ότι μειούνται αι μερίδες των μαθητικών συσσιτίων.: [923, 176, 1127, 197]
- article-body: ΝΤΑΡ ΕΣ ΣΑΛΑΑΜ, 21. — Ο πρόεδρος της Τανζανίας εδήλωσεν ότι και η χώρα του θα αποσυρθή.: [1145, 747, 1484, 758]
- article-body: Υπό του δήμου Θεσσαλονίκης ανακοινούται προκήρυξις διαγωνισμού διά πλακοστρώσεις.: [335, 635, 563, 656]
- subheadline: ΔΕΞΙΏΣΙΣ ΕΚΠΡΟΣΏΠΩΝ ΙΤΑΛΙΚΏΝ ΟΡΓΑΝΙΣΜΏΝ: [365, 545, 533, 567]
- article: [919, 6, 1131, 94]
- article-body: ΑΘΗΝΑΙ, 21. — Δι' αποφάσεως του Υπουργού Γεωργίας λαμβάνονται μέτρα διά την παραγωγήν πρώιμου τομάτας.: [580, 497, 906, 517]
